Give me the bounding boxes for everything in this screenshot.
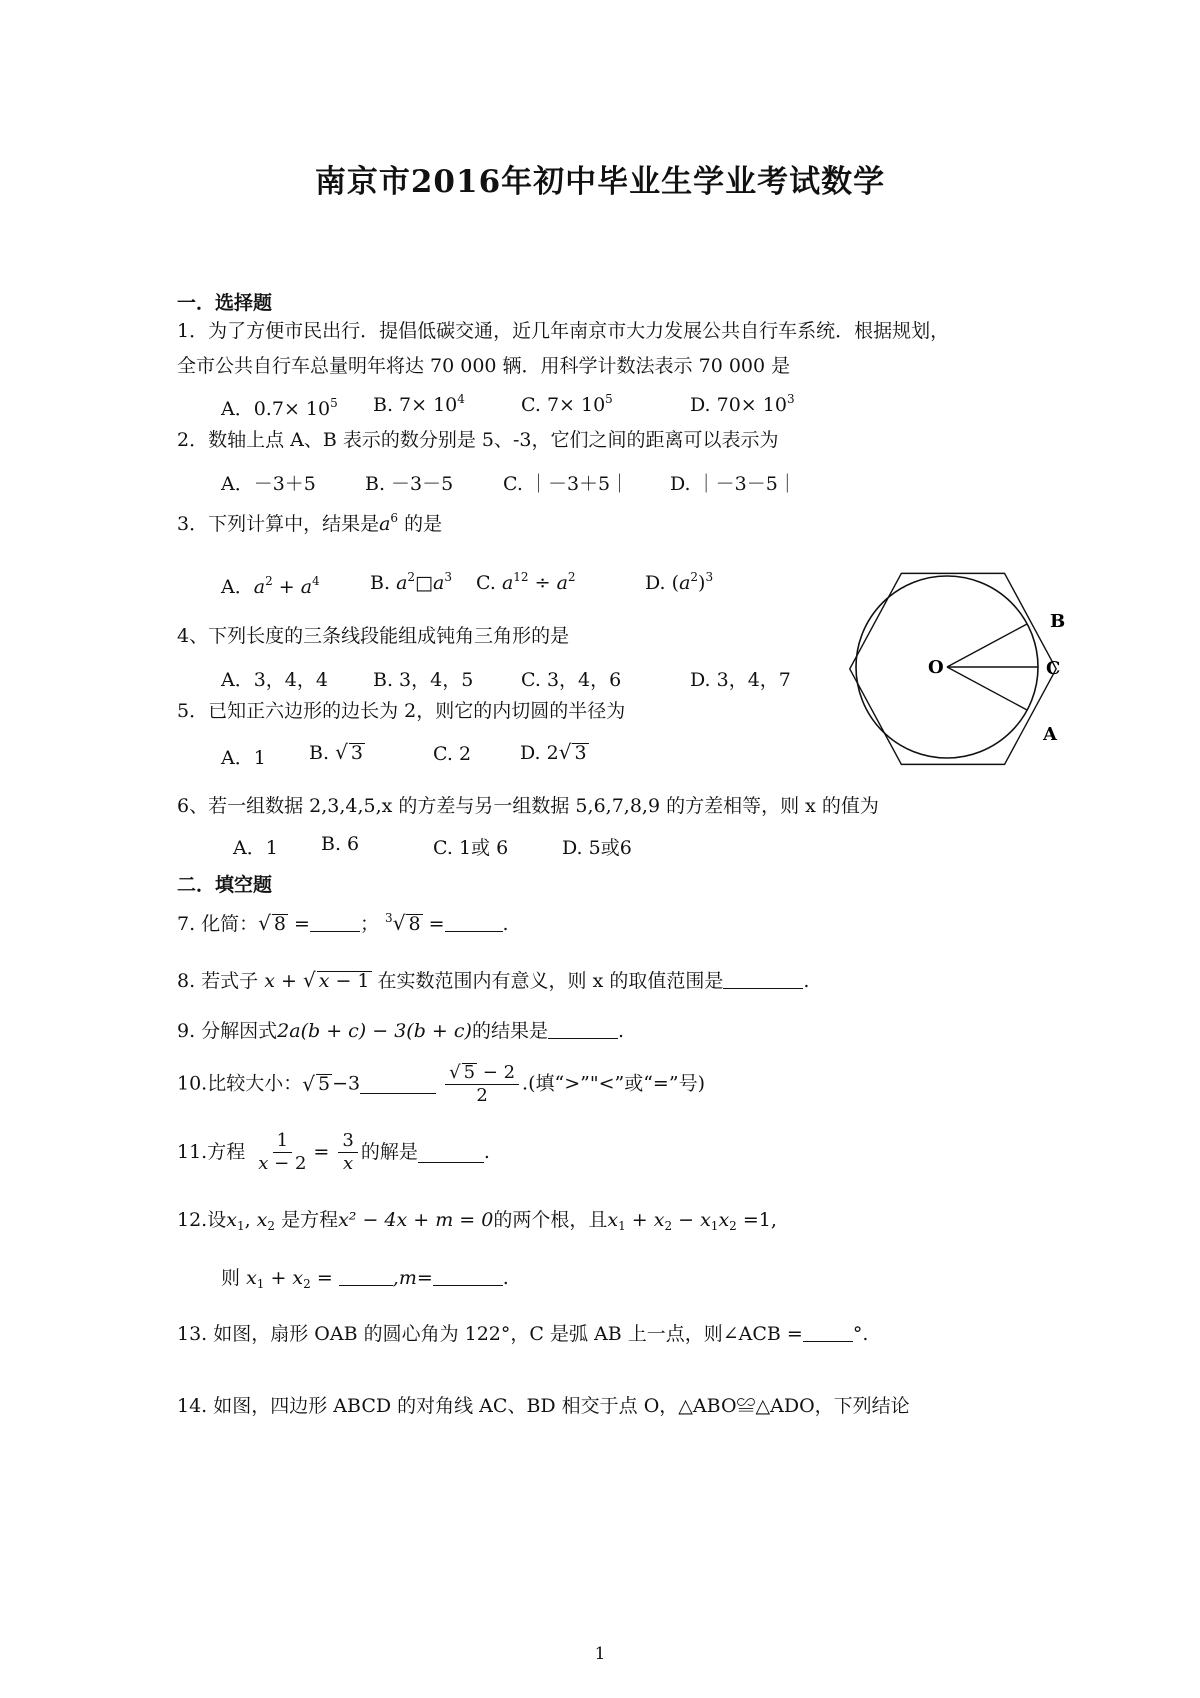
q3-option-d: D. $(a^2)^3$: [645, 570, 714, 594]
q2-option-d: D. ｜－3－5｜: [670, 473, 797, 495]
question-8: 8. 若式子 x + √ x − 1 在实数范围内有意义，则 x 的取值范围是 .: [177, 968, 810, 992]
q2-option-c: C. ｜－3＋5｜: [503, 473, 630, 495]
segment-oa: [947, 667, 1027, 710]
q5-option-a: A．1: [221, 747, 266, 769]
section-choice-heading: 一．选择题: [177, 292, 273, 314]
question-1-line-2: 全市公共自行车总量明年将达 70 000 辆．用科学计数法表示 70 000 是: [177, 355, 791, 377]
q4-option-b: B. 3，4，5: [373, 669, 474, 691]
question-13: 13. 如图，扇形 OAB 的圆心角为 122°，C 是弧 AB 上一点，则∠ACB = °.: [177, 1323, 869, 1345]
q1-option-b: B. $7\times 10^4$: [373, 392, 465, 416]
question-6-text: 6、若一组数据 2,3,4,5,x 的方差与另一组数据 5,6,7,8,9 的方差相等，则 x 的值为: [177, 795, 879, 817]
q3-option-a: A．$a^2 + a^4$: [221, 574, 320, 598]
question-12-line-1: 12.设$x_1$, $x_2$ 是方程x² − 4x + m = 0的两个根，且$x_1 + x_2 - x_1x_2 =1$,: [177, 1209, 777, 1233]
question-12-line-2: 则 $x_1 + x_2 = ,m=$ .: [221, 1267, 509, 1291]
question-1-line-1: 1．为了方便市民出行．提倡低碳交通，近几年南京市大力发展公共自行车系统．根据规划，: [177, 320, 950, 342]
question-4-text: 4、下列长度的三条线段能组成钝角三角形的是: [177, 625, 570, 647]
q3-option-c: C. $a^{12} \div a^2$: [476, 570, 576, 594]
label-a: A: [1043, 724, 1057, 745]
segment-ob: [947, 624, 1027, 667]
q4-option-c: C. 3，4，6: [521, 669, 622, 691]
hexagon-incircle-figure: [840, 560, 1080, 780]
q6-option-c: C. 1或 6: [433, 837, 509, 859]
question-3-text: 3．下列计算中，结果是$a^6$ 的是: [177, 511, 443, 535]
question-11: 11.方程 $\frac{1}{x - 2}$ = $\frac{3}{x}$ 的解是 .: [177, 1130, 490, 1174]
q3-option-b: B. $a^2□a^3$: [370, 570, 452, 594]
question-7: 7. 化简：√ 8 = ； $^3$√ 8 = .: [177, 911, 509, 935]
q1-option-a: A．$0.7\times 10^5$: [221, 396, 338, 420]
question-2-text: 2．数轴上点 A、B 表示的数分别是 5、-3，它们之间的距离可以表示为: [177, 429, 779, 451]
page-number: 1: [594, 1644, 606, 1664]
q4-option-a: A．3，4，4: [221, 669, 328, 691]
q5-option-b: B. √ 3: [309, 740, 363, 764]
q5-option-c: C. 2: [433, 743, 472, 765]
label-c: C: [1046, 658, 1061, 679]
section-fill-heading: 二．填空题: [177, 874, 273, 896]
regular-hexagon: [850, 573, 1056, 764]
question-14: 14. 如图，四边形 ABCD 的对角线 AC、BD 相交于点 O，△ABO≌△ADO，下列结论: [177, 1395, 910, 1417]
label-b: B: [1050, 611, 1066, 632]
q1-option-d: D. $70\times 10^3$: [690, 392, 795, 416]
q4-option-d: D. 3，4，7: [690, 669, 791, 691]
q6-option-d: D. 5或6: [562, 837, 632, 859]
question-10: 10.比较大小：√ 5 −3 $\frac{√ 5 - 2}{2}$ .(填“>”"<”或“=”号): [177, 1062, 705, 1106]
q1-option-c: C. $7\times 10^5$: [521, 392, 613, 416]
question-5-text: 5．已知正六边形的边长为 2，则它的内切圆的半径为: [177, 700, 626, 722]
q6-option-a: A．1: [233, 837, 278, 859]
label-o: O: [928, 657, 944, 678]
question-9: 9. 分解因式2a(b + c) − 3(b + c)的结果是 .: [177, 1020, 624, 1042]
q5-option-d: D. 2√ 3: [520, 740, 587, 764]
q2-option-a: A．－3＋5: [221, 473, 316, 495]
q2-option-b: B. －3－5: [365, 473, 454, 495]
page-title: 南京市2016年初中毕业生学业考试数学: [314, 164, 886, 200]
q6-option-b: B. 6: [321, 833, 360, 855]
